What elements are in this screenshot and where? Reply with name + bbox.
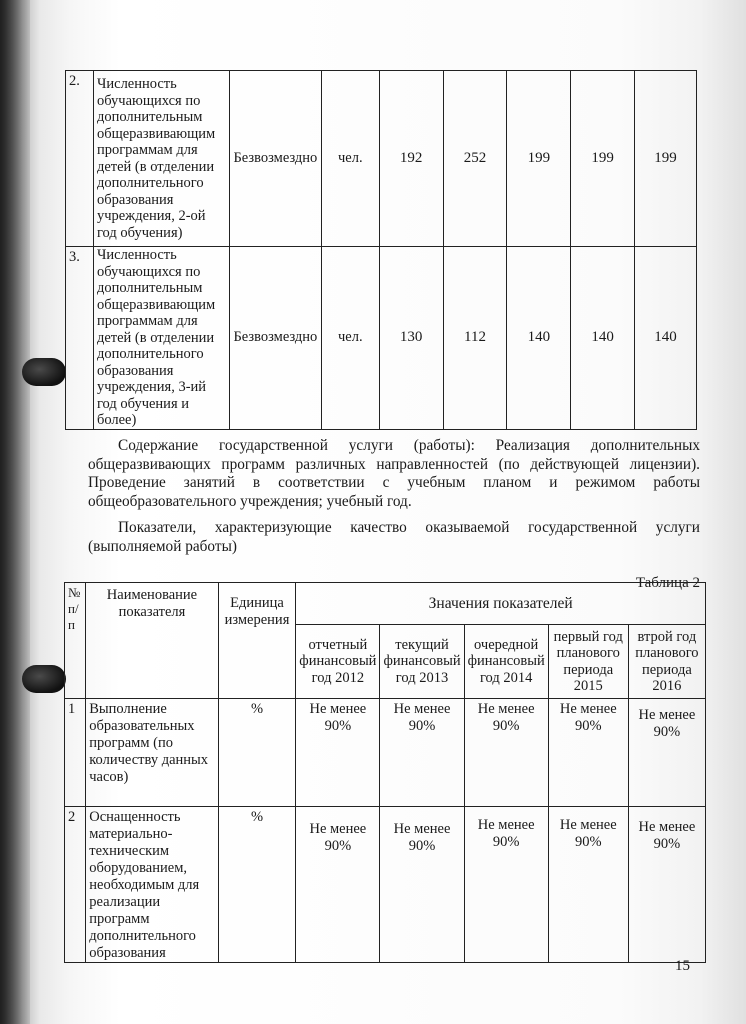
indicator-name: Выполнение образовательных программ (по количеству данных часов): [86, 699, 218, 807]
service-type: Безвозмездно: [229, 247, 321, 430]
value-2014: Не менее 90%: [464, 699, 548, 807]
page-number: 15: [675, 958, 690, 974]
value-2013: 252: [443, 71, 507, 247]
header-year-2016: втрой год планового периода 2016: [628, 625, 705, 699]
header-number: № п/п: [65, 583, 86, 699]
table-row: [66, 247, 697, 430]
value-2013: Не менее 90%: [380, 699, 464, 807]
service-content-paragraph: Содержание государственной услуги (работы): Реализация дополнительных общеразвивающих программ различных направленностей (по действующей лицензии). Проведение занятий в соответствии с учебным планом и режимом работы общеобразовательного учреждения; учебный год.: [88, 437, 700, 510]
punch-hole-bottom: [22, 665, 66, 693]
row-number: 2.: [66, 71, 94, 247]
unit: чел.: [321, 247, 379, 430]
indicator-name: Численность обучающихся по дополнительным общеразвивающим программам для детей (в отделении дополнительного образования учреждения, 3-ий год обучения и более): [93, 247, 229, 430]
binding-shadow: [0, 0, 30, 1024]
header-indicator-name: Наименование показателя: [86, 583, 218, 699]
header-year-2014: очередной финансовый год 2014: [464, 625, 548, 699]
unit: чел.: [321, 71, 379, 247]
value-2016: 140: [635, 247, 697, 430]
service-type: Безвозмездно: [229, 71, 321, 247]
header-year-2012: отчетный финансовый год 2012: [296, 625, 380, 699]
value-2012: 192: [379, 71, 443, 247]
quality-indicators-heading: Показатели, характеризующие качество оказываемой государственной услуги (выполняемой работы): [88, 519, 700, 555]
quality-table: [64, 582, 706, 963]
table-row: [65, 699, 706, 807]
row-number: 1: [65, 699, 86, 807]
value-2012: 130: [379, 247, 443, 430]
volume-table: [65, 70, 697, 430]
table-row: [65, 807, 706, 963]
indicator-name: Оснащенность материально-техническим оборудованием, необходимым для реализации программ дополнительного образования: [86, 807, 218, 963]
value-2014: 140: [507, 247, 571, 430]
value-2016: 199: [635, 71, 697, 247]
value-2012: Не менее 90%: [296, 807, 380, 963]
value-2014: 199: [507, 71, 571, 247]
value-2013: 112: [443, 247, 507, 430]
punch-hole-top: [22, 358, 66, 386]
value-2015: 140: [571, 247, 635, 430]
value-2016: Не менее 90%: [628, 699, 705, 807]
value-2015: Не менее 90%: [548, 699, 628, 807]
value-2015: Не менее 90%: [548, 807, 628, 963]
value-2016: Не менее 90%: [628, 807, 705, 963]
unit: %: [218, 699, 296, 807]
header-values-group: Значения показателей: [296, 583, 706, 625]
indicator-name: Численность обучающихся по дополнительным общеразвивающим программам для детей (в отделении дополнительного образования учреждения, 2-ой год обучения): [93, 71, 229, 247]
value-2012: Не менее 90%: [296, 699, 380, 807]
header-row: [65, 583, 706, 625]
table-row: [66, 71, 697, 247]
row-number: 3.: [66, 247, 94, 430]
table-caption: Таблица 2: [635, 575, 700, 591]
value-2014: Не менее 90%: [464, 807, 548, 963]
value-2015: 199: [571, 71, 635, 247]
header-year-2013: текущий финансовый год 2013: [380, 625, 464, 699]
unit: %: [218, 807, 296, 963]
header-year-2015: первый год планового периода 2015: [548, 625, 628, 699]
row-number: 2: [65, 807, 86, 963]
value-2013: Не менее 90%: [380, 807, 464, 963]
header-unit: Единица измерения: [218, 583, 296, 699]
